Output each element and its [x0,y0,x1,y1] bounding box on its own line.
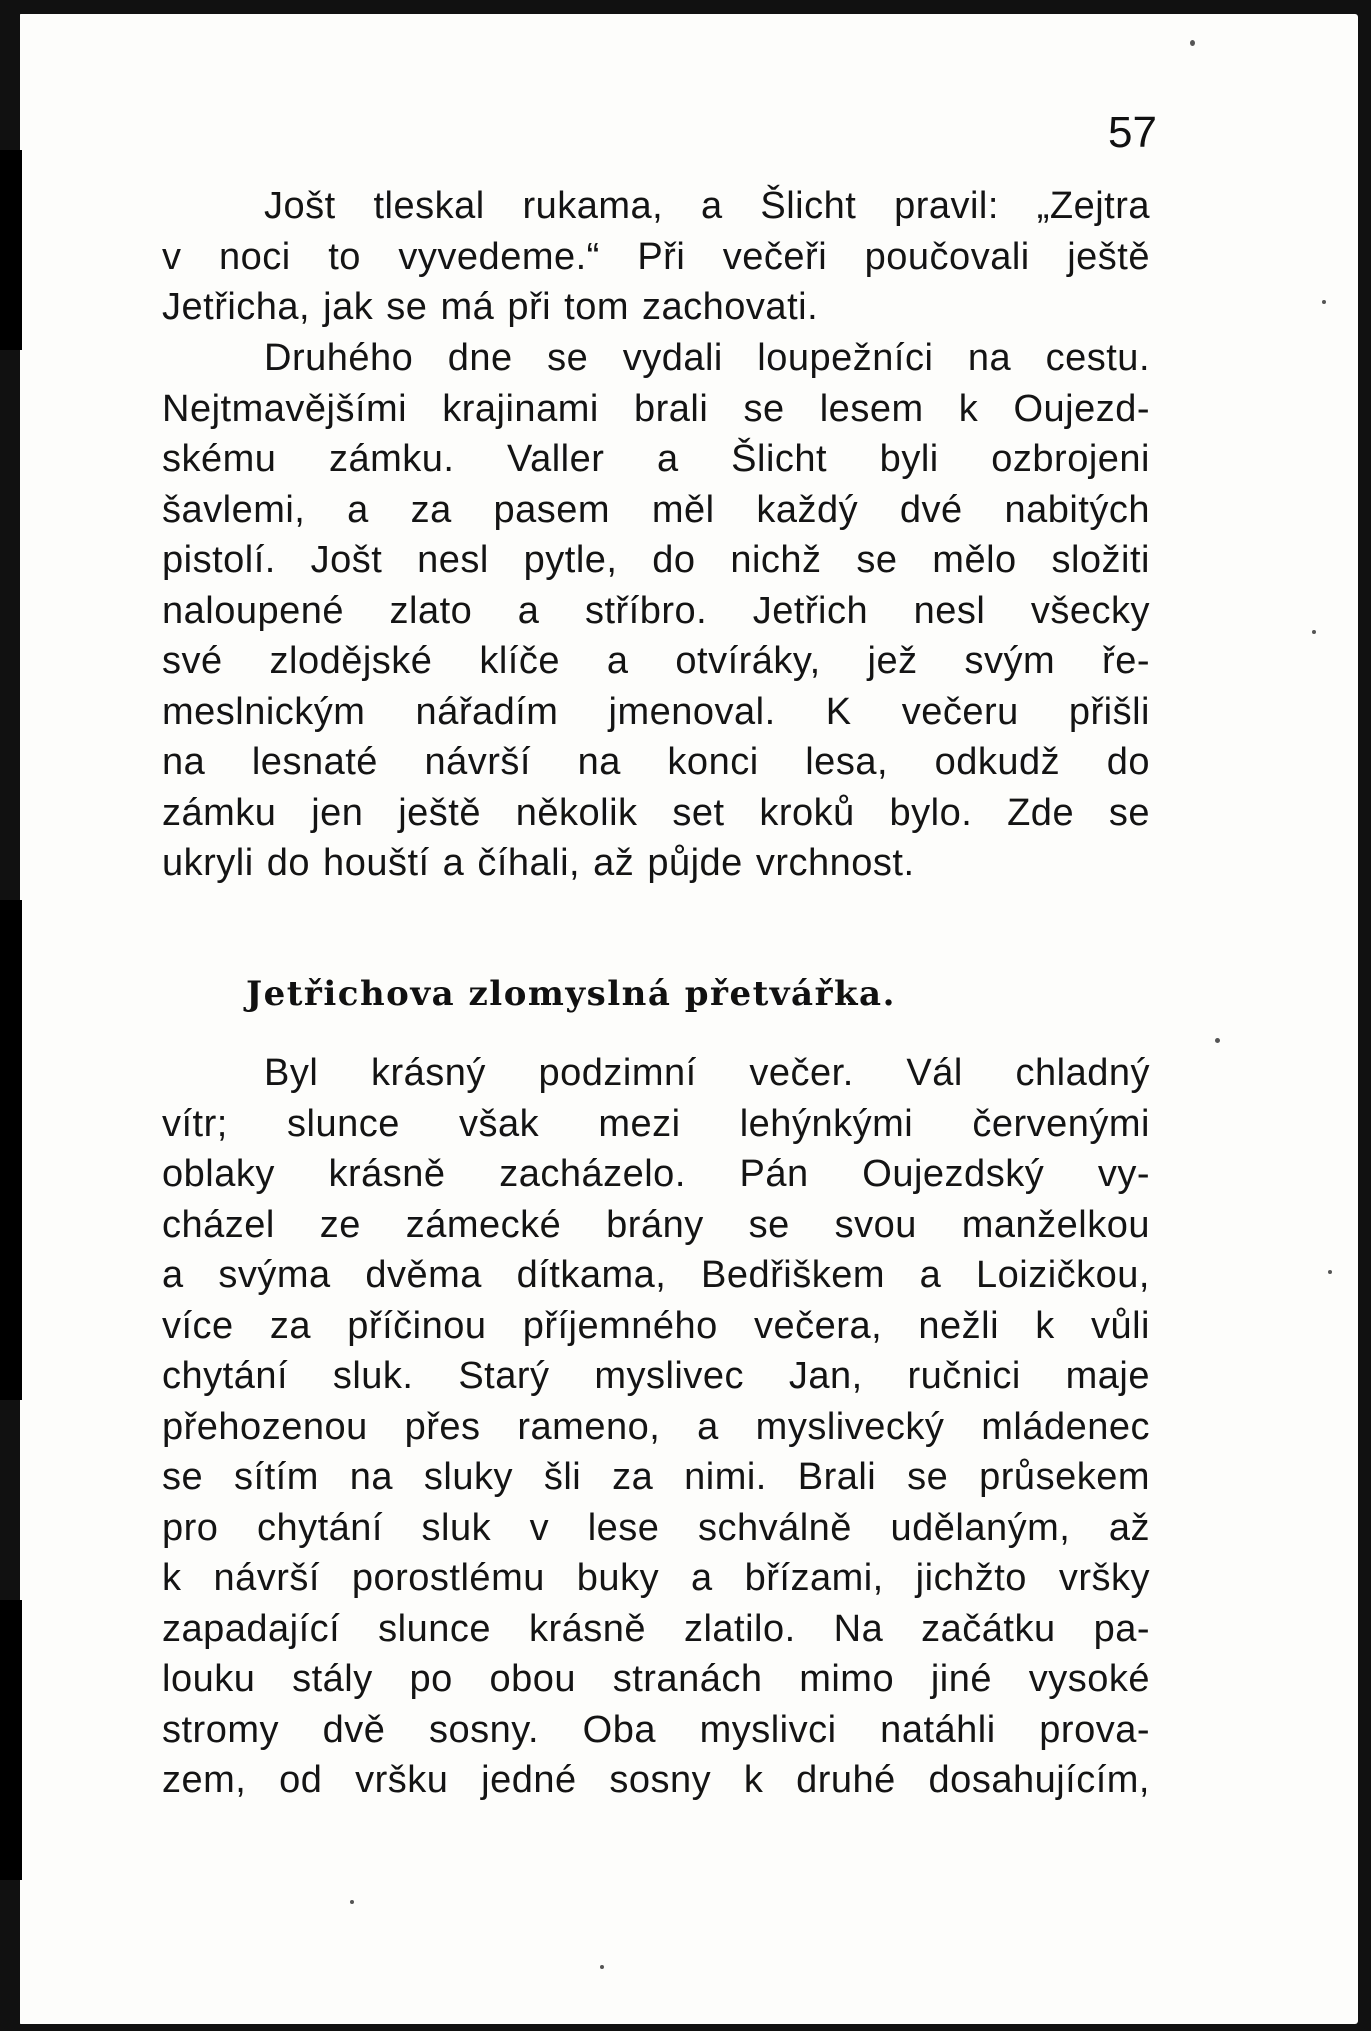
scan-speck [600,1965,604,1969]
paragraph-3-line: a svýma dvěma dítkama, Bedřiškem a Loizičkou, [162,1254,1150,1296]
paragraph-2-line: na lesnaté návrší na konci lesa, odkudž do [162,741,1150,783]
paragraph-3-line: zem, od vršku jedné sosny k druhé dosahujícím, [162,1759,1150,1801]
spine-shadow-middle [0,900,22,1400]
paragraph-1 [162,181,1150,333]
scan-bottom-border [0,2023,1371,2031]
paragraph-3-line: zapadající slunce krásně zlatilo. Na začátku pa- [162,1607,1150,1650]
paragraph-3-line: oblaky krásně zacházelo. Pán Oujezdský vy- [162,1153,1150,1195]
paragraph-3-line: Byl krásný podzimní večer. Vál chladný [264,1052,1150,1094]
paragraph-2-line: zámku jen ještě několik set kroků bylo. Zde se [162,791,1150,834]
section-heading: Jetřichova zlomyslná přetvářka. [246,974,896,1014]
paragraph-3-line: chytání sluk. Starý myslivec Jan, ručnici maje [162,1355,1150,1397]
paragraph-2-line: své zlodějské klíče a otvíráky, jež svým ře- [162,640,1150,682]
paragraph-2-line: naloupené zlato a stříbro. Jetřich nesl všecky [162,589,1150,632]
paragraph-2-line: šavlemi, a za pasem měl každý dvé nabitých [162,488,1150,531]
paragraph-1-line: Jošt tleskal rukama, a Šlicht pravil: „Zejtra [264,185,1150,227]
paragraph-3 [162,1048,1150,1806]
paragraph-2-line: Druhého dne se vydali loupežníci na cestu. [264,337,1150,379]
spine-shadow-bottom [0,1600,22,1880]
paragraph-3-line: louku stály po obou stranách mimo jiné vysoké [162,1658,1150,1700]
paragraph-1-line: Jetřicha, jak se má při tom zachovati. [162,286,819,328]
scan-speck [350,1900,354,1904]
paragraph-3-line: k návrší porostlému buky a břízami, jichžto vršky [162,1557,1150,1599]
scan-top-border [0,0,1371,14]
paragraph-2-line: pistolí. Jošt nesl pytle, do nichž se mělo složiti [162,539,1150,581]
paragraph-1-line: v noci to vyvedeme.“ Při večeři poučovali ještě [162,235,1150,278]
paragraph-2-line: skému zámku. Valler a Šlicht byli ozbrojeni [162,438,1150,480]
paragraph-3-line: přehozenou přes rameno, a myslivecký mládenec [162,1405,1150,1448]
paragraph-3-line: více za příčinou příjemného večera, nežli k vůli [162,1304,1150,1347]
scan-speck [1190,40,1195,46]
spine-shadow-top [0,150,22,350]
scan-speck [1328,1270,1332,1274]
scan-speck [1312,630,1316,634]
scan-speck [1322,300,1326,304]
scan-speck [1215,1038,1220,1043]
paragraph-3-line: stromy dvě sosny. Oba myslivci natáhli prova- [162,1708,1150,1751]
paragraph-2-line: meslnickým nářadím jmenoval. K večeru přišli [162,690,1150,733]
paragraph-2-line: ukryli do houští a číhali, až půjde vrchnost. [162,842,915,884]
paragraph-3-line: pro chytání sluk v lese schválně udělaným, až [162,1506,1150,1549]
paragraph-3-line: cházel ze zámecké brány se svou manželkou [162,1203,1150,1246]
paragraph-2 [162,333,1150,889]
scan-right-border [1357,0,1371,2031]
paragraph-3-line: se sítím na sluky šli za nimi. Brali se průsekem [162,1456,1150,1498]
paragraph-2-line: Nejtmavějšími krajinami brali se lesem k Oujezd- [162,387,1150,430]
page-number: 57 [1108,108,1157,157]
paragraph-3-line: vítr; slunce však mezi lehýnkými červenými [162,1102,1150,1145]
